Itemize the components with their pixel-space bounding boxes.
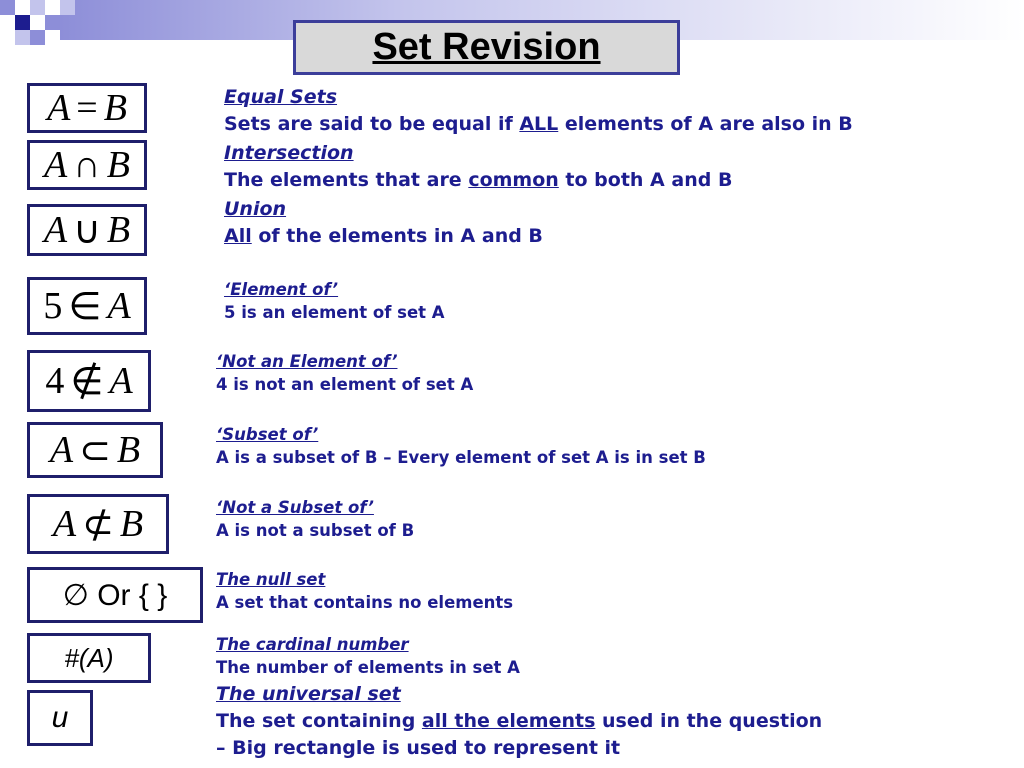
symbol-subset: A ⊂ B	[27, 422, 163, 478]
decor-square	[15, 30, 30, 45]
definition-not-element-of: ‘Not an Element of’ 4 is not an element of set A	[216, 352, 474, 394]
definition-null-set: The null set A set that contains no elements	[216, 570, 514, 612]
decor-square	[30, 0, 45, 15]
definition-not-subset-of: ‘Not a Subset of’ A is not a subset of B	[216, 498, 415, 540]
symbol-universal-set: u	[27, 690, 93, 746]
definition-element-of: ‘Element of’ 5 is an element of set A	[224, 280, 445, 322]
symbol-equal-sets: A = B	[27, 83, 147, 133]
definition-intersection: Intersection The elements that are common to both A and B	[224, 142, 733, 191]
definition-subset-of: ‘Subset of’ A is a subset of B – Every element of set A is in set B	[216, 425, 706, 467]
symbol-cardinal-number: #(A)	[27, 633, 151, 683]
symbol-intersection: A ∩ B	[27, 140, 147, 190]
definition-equal-sets: Equal Sets Sets are said to be equal if ALL elements of A are also in B	[224, 86, 853, 135]
decor-square	[45, 15, 60, 30]
symbol-null-set: ∅ Or { }	[27, 567, 203, 623]
definition-universal-set: The universal set The set containing all the elements used in the question – Big rectangle is used to represent it	[216, 683, 823, 759]
slide-title-box	[293, 20, 680, 75]
slide-title: Set Revision	[372, 26, 601, 68]
heading-equal-sets: Equal Sets	[224, 86, 338, 108]
decor-square	[30, 30, 45, 45]
symbol-element-of: 5 ∈ A	[27, 277, 147, 335]
symbol-not-subset: A ⊄ B	[27, 494, 169, 554]
symbol-not-element-of: 4 ∉ A	[27, 350, 151, 412]
heading-intersection: Intersection	[224, 142, 354, 164]
heading-union: Union	[224, 198, 287, 220]
definition-union: Union All of the elements in A and B	[224, 198, 543, 247]
decor-square	[60, 0, 75, 15]
decor-square	[0, 0, 15, 15]
definition-cardinal-number: The cardinal number The number of elements in set A	[216, 635, 520, 677]
symbol-union: A ∪ B	[27, 204, 147, 256]
decor-square	[15, 15, 30, 30]
